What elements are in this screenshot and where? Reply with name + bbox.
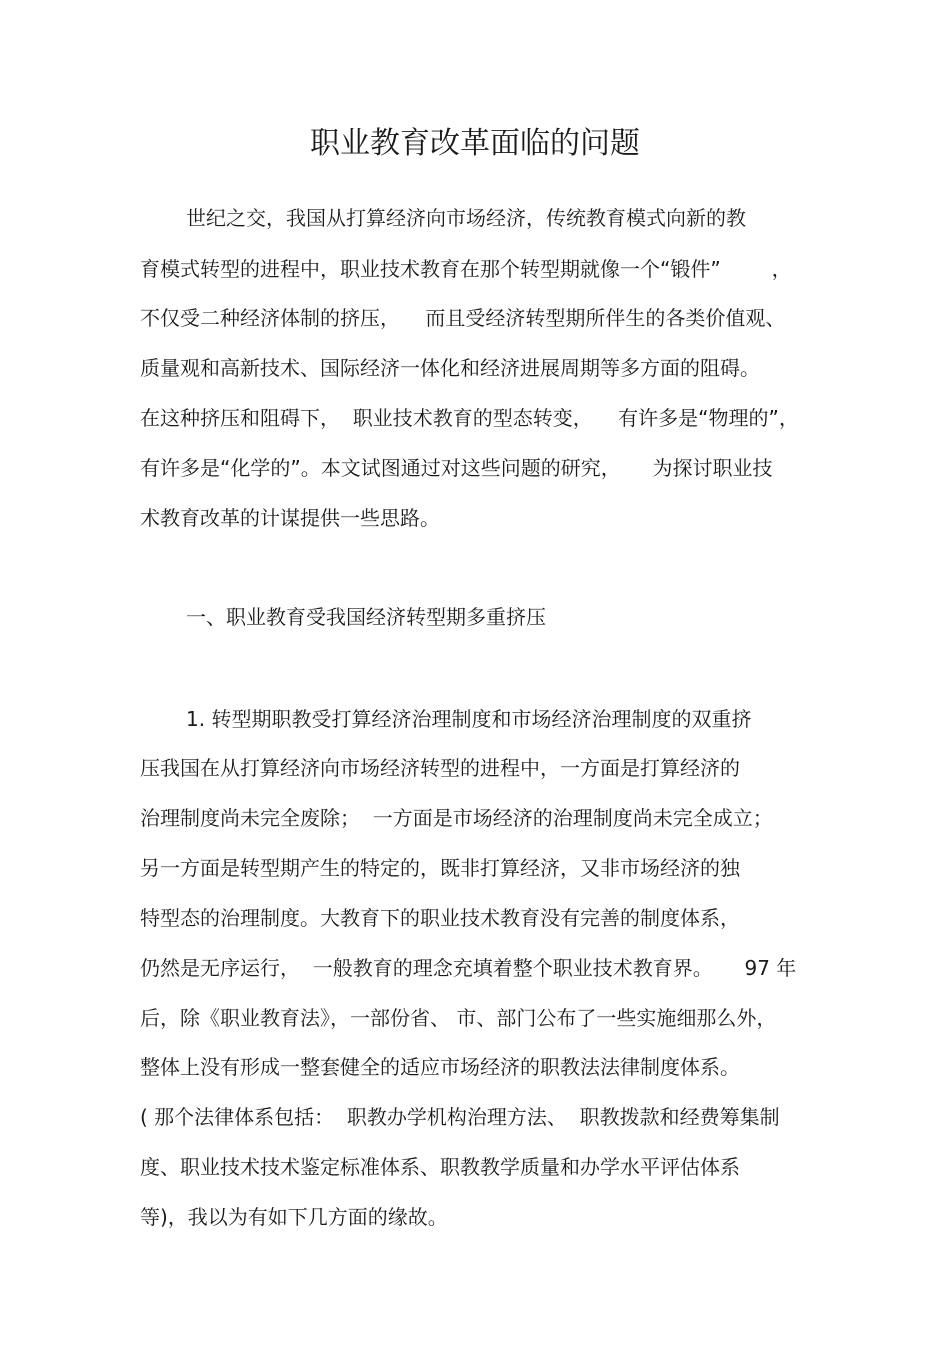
- body-line: ( 那个法律体系包括： 职教办学机构治理方法、 职教拨款和经费筹集制: [140, 1105, 780, 1129]
- intro-line: 育模式转型的进程中，职业技术教育在那个转型期就像一个“锻件” ，: [140, 257, 792, 281]
- intro-line: 质量观和高新技术、国际经济一体化和经济进展周期等多方面的阻碍。: [140, 356, 760, 380]
- body-line: 仍然是无序运行， 一般教育的理念充填着整个职业技术教育界。 97 年: [140, 956, 797, 980]
- intro-line: 在这种挤压和阻碍下， 职业技术教育的型态转变， 有许多是“物理的”，: [140, 406, 799, 430]
- intro-line: 不仅受二种经济体制的挤压， 而且受经济转型期所伴生的各类价值观、: [140, 306, 786, 330]
- body-line: 整体上没有形成一整套健全的适应市场经济的职教法法律制度体系。: [140, 1055, 740, 1079]
- body-line: 另一方面是转型期产生的特定的，既非打算经济，又非市场经济的独: [140, 856, 740, 880]
- intro-line: 术教育改革的计谋提供一些思路。: [140, 506, 440, 530]
- body-line: 度、职业技术技术鉴定标准体系、职教教学质量和办学水平评估体系: [140, 1155, 740, 1179]
- body-line: 特型态的治理制度。大教育下的职业技术教育没有完善的制度体系，: [140, 906, 740, 930]
- intro-line: 有许多是“化学的”。本文试图通过对这些问题的研究， 为探讨职业技: [140, 456, 773, 480]
- body-line: 后，除《职业教育法》，一部份省、 市、部门公布了一些实施细那么外，: [140, 1006, 777, 1030]
- document-title: 职业教育改革面临的问题: [310, 126, 640, 161]
- intro-line: 世纪之交，我国从打算经济向市场经济，传统教育模式向新的教: [186, 206, 746, 230]
- body-line: 治理制度尚未完全废除； 一方面是市场经济的治理制度尚未完全成立；: [140, 806, 773, 830]
- body-line: 压我国在从打算经济向市场经济转型的进程中，一方面是打算经济的: [140, 756, 740, 780]
- body-line: 等)，我以为有如下几方面的缘故。: [140, 1205, 448, 1229]
- body-line: 1. 转型期职教受打算经济治理制度和市场经济治理制度的双重挤: [186, 707, 752, 731]
- section-heading: 一、职业教育受我国经济转型期多重挤压: [186, 605, 546, 629]
